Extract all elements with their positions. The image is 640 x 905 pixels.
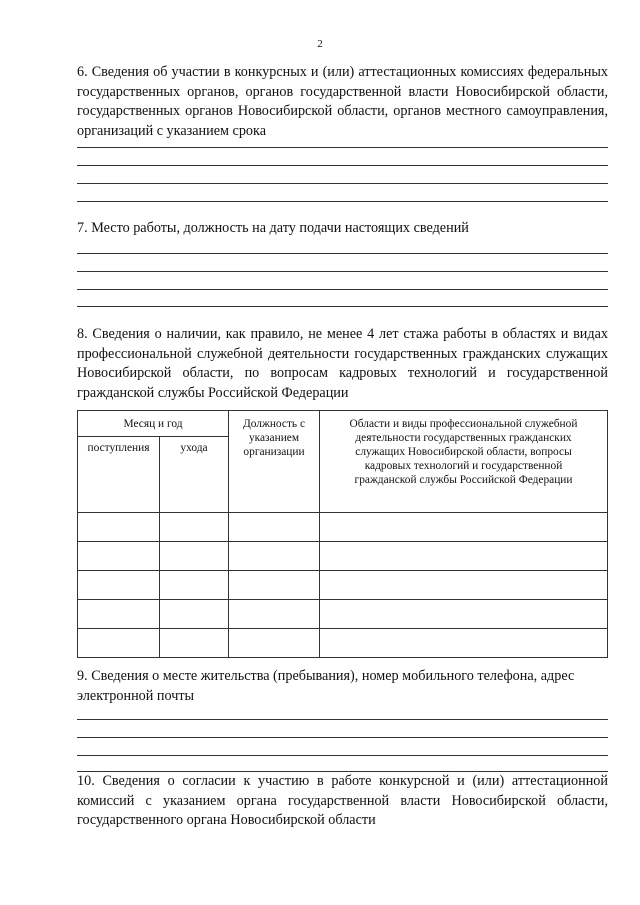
section-9-heading: 9. Сведения о месте жительства (пребывания), номер мобильного телефона, адрес электронной почты xyxy=(77,668,575,704)
page-number: 2 xyxy=(317,38,323,50)
table-cell[interactable] xyxy=(78,600,160,629)
section-7-line-4 xyxy=(77,306,608,307)
table-row xyxy=(78,571,608,600)
table-cell[interactable] xyxy=(320,513,608,542)
table-row xyxy=(78,542,608,571)
table-cell[interactable] xyxy=(229,629,320,658)
table-cell[interactable] xyxy=(160,542,229,571)
header-position xyxy=(229,411,320,513)
table-cell[interactable] xyxy=(229,513,320,542)
table-cell[interactable] xyxy=(160,600,229,629)
header-start-text: поступления xyxy=(87,442,150,454)
section-6-line-3 xyxy=(77,183,608,184)
table-cell[interactable] xyxy=(78,542,160,571)
section-6-line-4 xyxy=(77,201,608,202)
header-areas-text: Области и виды профессиональной служебной деятельности государственных гражданских служащих Новосибирской области, вопросы кадровых технологий и государственной гражданской службы Российской Федерации xyxy=(349,418,578,486)
table-cell[interactable] xyxy=(78,629,160,658)
section-7-line-2 xyxy=(77,271,608,272)
table-cell[interactable] xyxy=(229,542,320,571)
header-areas xyxy=(320,411,608,513)
table-row xyxy=(78,600,608,629)
section-6-heading: 6. Сведения об участии в конкурсных и (или) аттестационных комиссиях федеральных государственных органов, органов государственной власти Новосибирской области, государственных органов Новосибирской области, органов местного самоуправления, организаций с указанием срока xyxy=(77,64,608,139)
section-9-line-2 xyxy=(77,737,608,738)
table-cell[interactable] xyxy=(229,571,320,600)
table-cell[interactable] xyxy=(229,600,320,629)
header-position-text: Должность с указанием организации xyxy=(242,418,306,458)
table-cell[interactable] xyxy=(320,600,608,629)
header-end-text: ухода xyxy=(180,442,208,454)
table-row xyxy=(78,629,608,658)
table-cell[interactable] xyxy=(78,513,160,542)
header-month-year: Месяц и год xyxy=(78,411,229,437)
experience-table xyxy=(77,410,608,658)
section-10-heading: 10. Сведения о согласии к участию в работе конкурсной и (или) аттестационной комиссий с указанием органа государственной власти Новосибирской области, государственного органа Новосибирской области xyxy=(77,773,608,828)
section-8-heading: 8. Сведения о наличии, как правило, не менее 4 лет стажа работы в областях и видах профессиональной служебной деятельности государственных гражданских служащих Новосибирской области, по вопросам кадровых технологий и государственной гражданской службы Российской Федерации xyxy=(77,326,608,401)
section-9-line-3 xyxy=(77,755,608,756)
section-9-line-1 xyxy=(77,719,608,720)
table-cell[interactable] xyxy=(160,629,229,658)
header-end xyxy=(160,437,229,513)
section-6-line-1 xyxy=(77,147,608,148)
table-cell[interactable] xyxy=(320,629,608,658)
section-7-line-3 xyxy=(77,289,608,290)
header-start xyxy=(78,437,160,513)
table-cell[interactable] xyxy=(78,571,160,600)
section-6-line-2 xyxy=(77,165,608,166)
table-cell[interactable] xyxy=(160,571,229,600)
section-7-heading: 7. Место работы, должность на дату подачи настоящих сведений xyxy=(77,220,469,236)
table-cell[interactable] xyxy=(320,571,608,600)
section-7-line-1 xyxy=(77,253,608,254)
table-cell[interactable] xyxy=(160,513,229,542)
table-cell[interactable] xyxy=(320,542,608,571)
table-row xyxy=(78,513,608,542)
